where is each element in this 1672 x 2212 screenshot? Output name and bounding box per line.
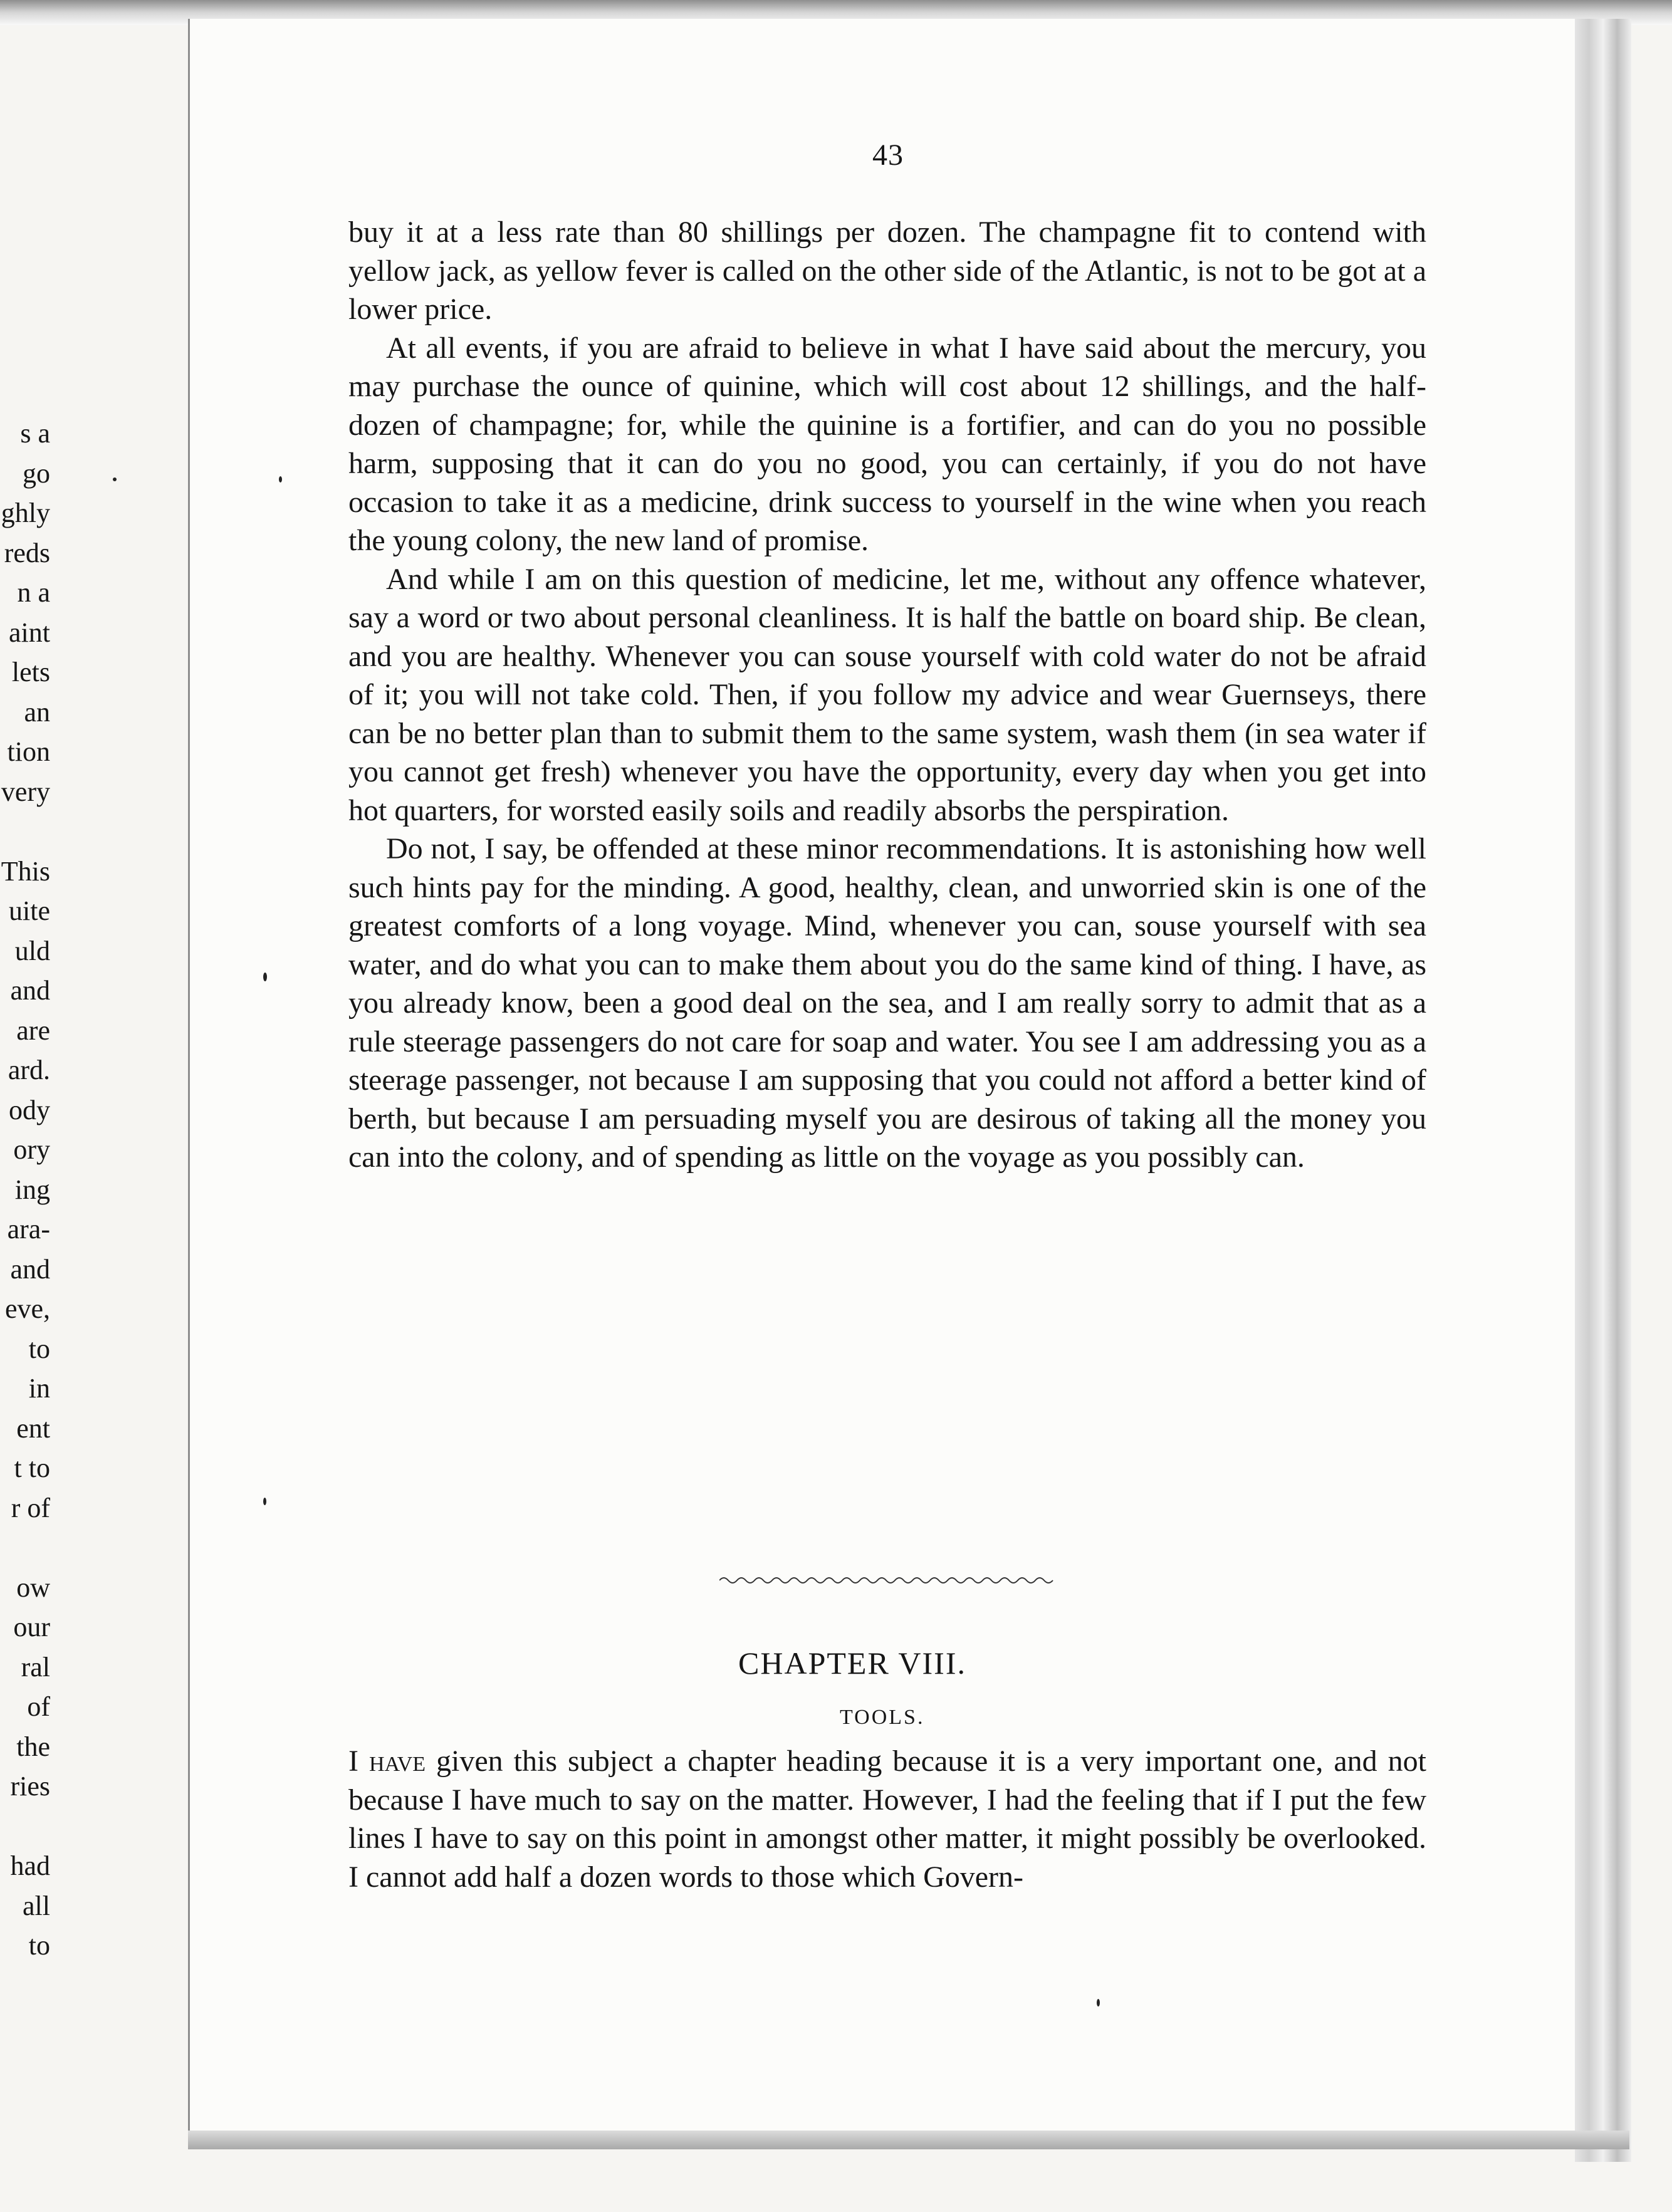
chapter-body — [348, 1742, 1426, 1896]
previous-page-line: go — [23, 457, 50, 489]
previous-page-line: ing — [14, 1174, 50, 1205]
previous-page-line: an — [24, 696, 50, 728]
previous-page-line: s a — [20, 418, 50, 449]
page-stack-edge — [1575, 19, 1631, 2162]
previous-page-line: our — [13, 1612, 50, 1642]
previous-page-line: ody — [9, 1094, 50, 1125]
previous-page-line: r of — [11, 1492, 50, 1523]
previous-page-line: ory — [13, 1134, 50, 1165]
previous-page-line — [0, 1807, 50, 1847]
previous-page-line: in — [28, 1373, 50, 1404]
scan-speck — [1097, 1999, 1100, 2006]
previous-page-line: eve, — [4, 1293, 50, 1324]
paragraph: At all events, if you are afraid to believe in what I have said about the mercury, you may purchase the ounce of quinine, which will cost about 12 shillings, and the half-dozen of champagne; for, while the quinine is a fortifier, and can do you no possible harm, supposing that it can do you no good, you can certainly, if you do not have occasion to take it as a medicine, drink success to yourself in the wine when you reach the young colony, the new land of promise. — [348, 331, 1426, 557]
paragraph: And while I am on this question of medicine, let me, without any offence whatever, say a word or two about personal cleanliness. It is half the battle on board ship. Be clean, and you are healthy. Whenever you can souse yourself with cold water do not be afraid of it; you will not take cold. Then, if you follow my advice and wear Guernseys, there can be no better plan than to submit them to the same system, wash them (in sea water if you cannot get fresh) whenever you have the opportunity, every day when you get into hot quarters, for worsted easily soils and readily absorbs the perspiration. — [348, 562, 1426, 827]
previous-page-line: ries — [10, 1771, 50, 1802]
scan-speck — [113, 477, 117, 481]
previous-page-line: and — [10, 975, 50, 1006]
previous-page-line: lets — [11, 657, 50, 687]
previous-page-line: n a — [17, 577, 50, 608]
previous-page-line — [0, 811, 50, 852]
scan-speck — [279, 476, 282, 483]
paragraph: Do not, I say, be offended at these minor recommendations. It is astonishing how well such hints pay for the minding. A good, healthy, clean, and unworried skin is one of the greatest comforts of a long voyage. Mind, whenever you can, souse yourself with sea water, and do what you can to make them about you do the same kind of thing. I have, as you already know, been a good deal on the sea, and I am really sorry to admit that as a rule steerage passengers do not care for soap and water. You see I am addressing you as a steerage passenger, not because I am supposing that you could not afford a better kind of berth, but because I am persuading myself you are desirous of taking all the money you can into the colony, and of spending as little on the voyage as you possibly can. — [348, 832, 1426, 1174]
previous-page-line: are — [16, 1015, 50, 1046]
scan-speck — [263, 1498, 266, 1505]
page-number: 43 — [872, 138, 904, 172]
previous-page-line: all — [23, 1890, 50, 1921]
chapter-lead-in: I have — [348, 1745, 426, 1778]
previous-page-line: t to — [14, 1453, 50, 1483]
previous-page-line: and — [10, 1253, 50, 1285]
previous-page-line: to — [28, 1333, 50, 1364]
wavy-divider — [719, 1574, 1058, 1587]
body-text — [348, 213, 1426, 1177]
previous-page-line: ent — [16, 1412, 50, 1444]
previous-page-line: tion — [7, 736, 50, 767]
previous-page-line: This — [1, 855, 50, 887]
previous-page-line: reds — [4, 537, 50, 568]
previous-page-edge — [0, 0, 188, 2212]
chapter-paragraph — [348, 1742, 1426, 1896]
previous-page-text-fragments — [0, 414, 50, 1966]
previous-page-line — [0, 1528, 50, 1568]
previous-page-line: very — [1, 776, 50, 807]
previous-page-line: of — [27, 1691, 50, 1722]
previous-page-line: aint — [9, 617, 50, 648]
previous-page-line: ara- — [7, 1214, 50, 1244]
previous-page-line: the — [16, 1731, 50, 1762]
scan-speck — [263, 973, 267, 981]
chapter-text: given this subject a chapter heading because it is a very important one, and not because I have much to say on the matter. However, I had the feeling that if I put the few lines I have to say on this point in amongst other matter, it might possibly be overlooked. I cannot add half a dozen words to those which Govern- — [348, 1745, 1427, 1894]
previous-page-line: ral — [21, 1651, 50, 1682]
previous-page-line: uite — [9, 895, 50, 926]
paragraph: buy it at a less rate than 80 shillings per dozen. The champagne fit to contend with yellow jack, as yellow fever is called on the other side of the Atlantic, is not to be got at a lower price. — [348, 216, 1426, 326]
chapter-title: CHAPTER VIII. — [738, 1646, 966, 1681]
previous-page-line: to — [28, 1930, 50, 1961]
chapter-subtitle: TOOLS. — [840, 1706, 925, 1729]
bottom-page-edge — [188, 2131, 1629, 2149]
previous-page-line: ghly — [1, 498, 50, 528]
previous-page-line: ard. — [8, 1055, 50, 1085]
previous-page-line: ow — [16, 1572, 50, 1603]
previous-page-line: uld — [14, 935, 50, 966]
previous-page-line: had — [10, 1850, 50, 1881]
